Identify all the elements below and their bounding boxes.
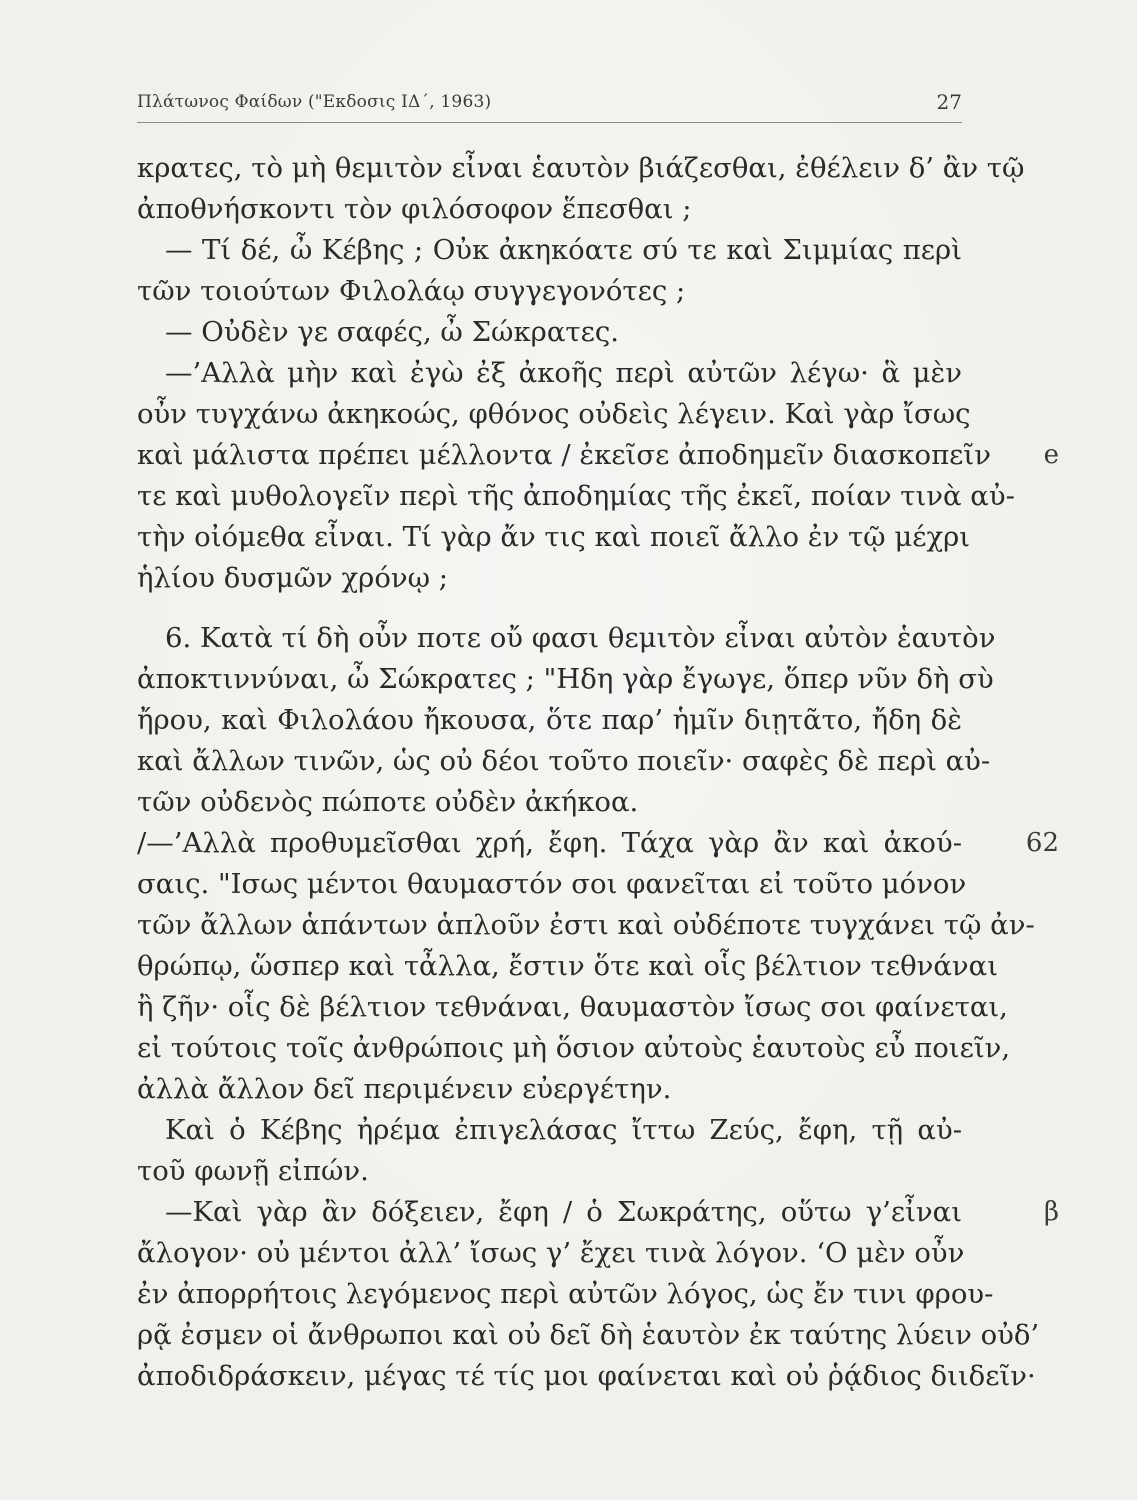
text-line (137, 517, 971, 558)
text-line-content: οὖν τυγχάνω ἀκηκοώς, φθόνος οὐδεὶς λέγειν. Καὶ γὰρ ἴσως (137, 398, 971, 430)
margin-reference: 62 (1025, 828, 1059, 858)
text-line (137, 1028, 1011, 1069)
page-number: 27 (936, 90, 962, 114)
text-line (137, 659, 994, 700)
text-line-content: Καὶ ὁ Κέβης ἠρέμα ἐπιγελάσας ἴττω Ζεύς, ἔφη, τῇ αὐ- (165, 1114, 962, 1146)
text-line (137, 394, 971, 435)
text-line (137, 1274, 994, 1315)
text-line-content: τὴν οἰόμεθα εἶναι. Τί γὰρ ἄν τις καὶ ποιεῖ ἄλλο ἐν τῷ μέχρι (137, 521, 971, 553)
text-line (137, 782, 962, 823)
text-line (137, 618, 996, 659)
text-line (137, 946, 998, 987)
text-line (137, 1233, 965, 1274)
text-line-content: ἢ ζῆν· οἷς δὲ βέλτιον τεθνάναι, θαυμαστὸν ἴσως σοι φαίνεται, (137, 991, 1008, 1023)
text-line-content: τῶν οὐδενὸς πώποτε οὐδὲν ἀκήκοα. (137, 786, 639, 818)
text-line-content: θρώπῳ, ὥσπερ καὶ τἆλλα, ἔστιν ὅτε καὶ οἷς βέλτιον τεθνάναι (137, 950, 998, 982)
text-line (137, 1192, 1059, 1233)
text-line-content: τοῦ φωνῇ εἰπών. (137, 1155, 369, 1187)
text-line-content: εἰ τούτοις τοῖς ἀνθρώποις μὴ ὅσιον αὐτοὺς ἑαυτοὺς εὖ ποιεῖν, (137, 1032, 1011, 1064)
text-line-content: ἀποκτιννύναι, ὦ Σώκρατες ; "Ηδη γὰρ ἔγωγε, ὅπερ νῦν δὴ σὺ (137, 663, 994, 695)
text-line-content: ἤρου, καὶ Φιλολάου ἤκουσα, ὅτε παρ’ ἡμῖν διῃτᾶτο, ἤδη δὲ (137, 704, 962, 736)
page-header (137, 90, 962, 123)
text-line (137, 1356, 1036, 1397)
text-line (137, 189, 962, 230)
text-line (137, 312, 962, 353)
text-line-content: ἡλίου δυσμῶν χρόνῳ ; (137, 562, 449, 594)
text-line-content: /—’Αλλὰ προθυμεῖσθαι χρή, ἔφη. Τάχα γὰρ ἂν καὶ ἀκού- (137, 827, 962, 859)
text-line-content: τῶν ἄλλων ἁπάντων ἁπλοῦν ἐστι καὶ οὐδέποτε τυγχάνει τῷ ἀν- (137, 909, 1035, 941)
margin-reference: e (1043, 440, 1059, 470)
text-line-content: ἀλλὰ ἄλλον δεῖ περιμένειν εὐεργέτην. (137, 1073, 672, 1105)
text-line (137, 864, 967, 905)
text-line-content: τε καὶ μυθολογεῖν περὶ τῆς ἀποδημίας τῆς ἐκεῖ, ποίαν τινὰ αὐ- (137, 480, 1015, 512)
text-line-content: ἀποθνήσκοντι τὸν φιλόσοφον ἕπεσθαι ; (137, 193, 692, 225)
text-line (137, 435, 1059, 476)
text-line-content: τῶν τοιούτων Φιλολάῳ συγγεγονότες ; (137, 275, 686, 307)
margin-reference: β (1043, 1197, 1059, 1227)
text-line-content: καὶ ἄλλων τινῶν, ὡς οὐ δέοι τοῦτο ποιεῖν· σαφὲς δὲ περὶ αὐ- (137, 745, 991, 777)
running-title: Πλάτωνος Φαίδων ("Εκδοσις ΙΔ΄, 1963) (137, 92, 492, 112)
text-line (137, 558, 962, 599)
text-line-content: 6. Κατὰ τί δὴ οὖν ποτε οὔ φασι θεμιτὸν εἶναι αὐτὸν ἑαυτὸν (165, 622, 996, 654)
body-text (137, 148, 1059, 1397)
text-line (137, 741, 991, 782)
text-line (137, 1110, 962, 1151)
text-line (137, 353, 962, 394)
text-line-content: ρᾷ ἐσμεν οἱ ἄνθρωποι καὶ οὐ δεῖ δὴ ἑαυτὸν ἐκ ταύτης λύειν οὐδ’ (137, 1319, 1040, 1351)
text-line (137, 1315, 1040, 1356)
text-line-content: καὶ μάλιστα πρέπει μέλλοντα / ἐκεῖσε ἀποδημεῖν διασκοπεῖν (137, 439, 991, 471)
text-line (137, 1069, 962, 1110)
text-line-content: σαις. "Ισως μέντοι θαυμαστόν σοι φανεῖται εἰ τοῦτο μόνον (137, 868, 967, 900)
text-line-content: — Οὐδὲν γε σαφές, ὦ Σώκρατες. (165, 316, 619, 348)
text-line-content: κρατες, τὸ μὴ θεμιτὸν εἶναι ἑαυτὸν βιάζεσθαι, ἐθέλειν δ’ ἂν τῷ (137, 152, 1025, 184)
text-line-content: ἄλογον· οὐ μέντοι ἀλλ’ ἴσως γ’ ἔχει τινὰ λόγον. ‘Ο μὲν οὖν (137, 1237, 965, 1269)
text-line-content: — Τί δέ, ὦ Κέβης ; Οὐκ ἀκηκόατε σύ τε καὶ Σιμμίας περὶ (165, 234, 962, 266)
text-line (137, 1151, 962, 1192)
text-line (137, 476, 1015, 517)
text-line (137, 230, 962, 271)
text-line (137, 148, 1025, 189)
text-line-content: ἀποδιδράσκειν, μέγας τέ τίς μοι φαίνεται καὶ οὐ ῥᾴδιος διιδεῖν· (137, 1360, 1036, 1392)
text-line (137, 905, 1035, 946)
text-line-content: —Καὶ γὰρ ἂν δόξειεν, ἔφη / ὁ Σωκράτης, οὕτω γ’εἶναι (165, 1196, 962, 1228)
text-line (137, 700, 962, 741)
text-line-content: —’Αλλὰ μὴν καὶ ἐγὼ ἐξ ἀκοῆς περὶ αὐτῶν λέγω· ἃ μὲν (165, 357, 962, 389)
text-line-content: ἐν ἀπορρήτοις λεγόμενος περὶ αὐτῶν λόγος, ὡς ἔν τινι φρου- (137, 1278, 994, 1310)
text-line (137, 823, 1059, 864)
text-line (137, 987, 1008, 1028)
text-line (137, 271, 962, 312)
